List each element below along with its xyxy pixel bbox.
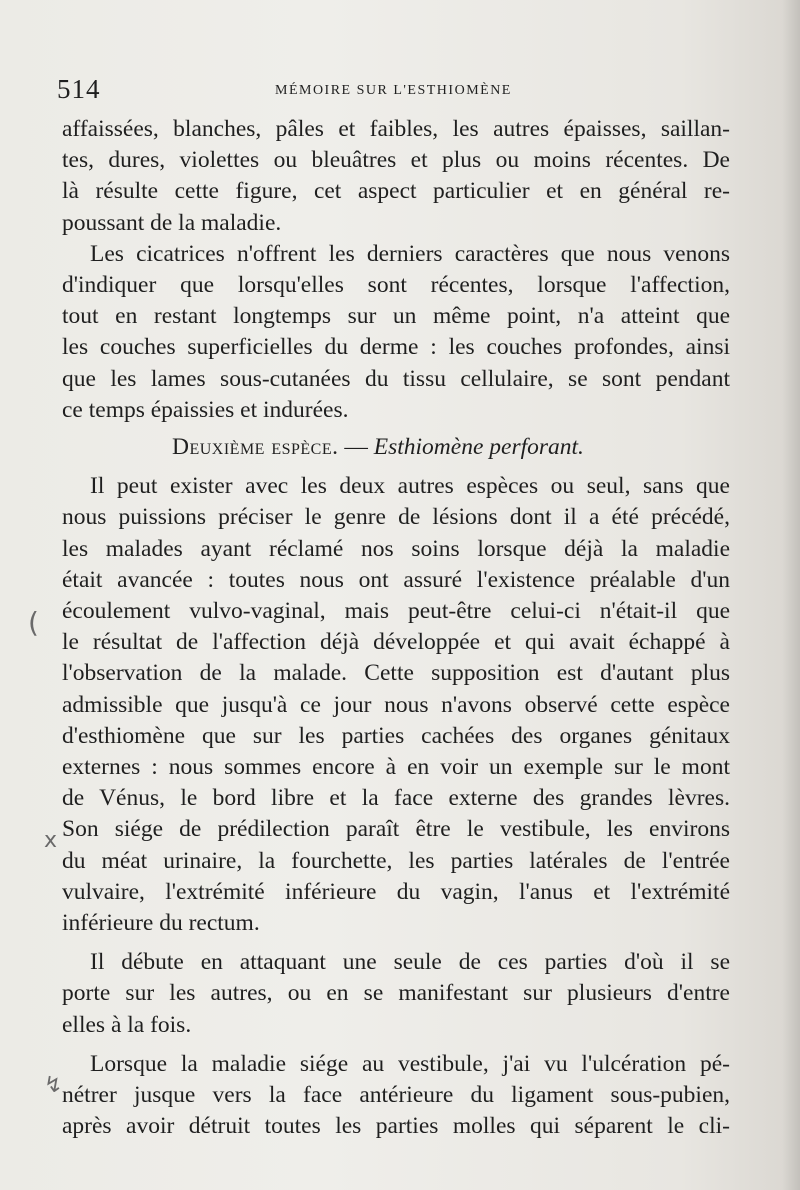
text-line: était avancée : toutes nous ont assuré l'existence préalable d'un [62,566,730,593]
section-heading [62,432,730,463]
text-line: Il débute en attaquant une seule de ces parties d'où il se [90,949,730,976]
text-line: là résulte cette figure, cet aspect particulier et en général re- [62,178,730,205]
text-line: ce temps épaissies et indurées. [62,396,349,423]
text-line: le résultat de l'affection déjà développée et qui avait échappé à [62,629,730,656]
page-number: 514 [57,74,101,104]
text-line: admissible que jusqu'à ce jour nous n'avons observé cette espèce [62,691,730,718]
text-line: après avoir détruit toutes les parties molles qui séparent le cli- [62,1113,730,1140]
section-title: Esthiomène perforant. [373,434,584,461]
text-line: vulvaire, l'extrémité inférieure du vagin, l'anus et l'extrémité [62,878,730,905]
text-line: nous puissions préciser le genre de lésions dont il a été précédé, [62,504,730,531]
text-line: que les lames sous-cutanées du tissu cellulaire, se sont pendant [62,365,730,392]
margin-cross-mark: x [44,828,58,853]
text-line: d'indiquer que lorsqu'elles sont récentes, lorsque l'affection, [62,272,730,299]
page-header [57,74,727,104]
text-line: Les cicatrices n'offrent les derniers caractères que nous venons [90,240,730,267]
text-line: nétrer jusque vers la face antérieure du ligament sous-pubien, [62,1082,730,1109]
text-line: inférieure du rectum. [62,910,260,937]
text-line: écoulement vulvo-vaginal, mais peut-être celui-ci n'était-il que [62,598,730,625]
text-line: de Vénus, le bord libre et la face externe des grandes lèvres. [62,785,730,812]
text-line: Son siége de prédilection paraît être le vestibule, les environs [62,816,730,843]
paragraph-2 [62,239,730,426]
text-line: externes : nous sommes encore à en voir un exemple sur le mont [62,754,730,781]
margin-arrow-mark: ↯ [44,1073,63,1098]
text-line: les couches superficielles du derme : les couches profondes, ainsi [62,334,730,361]
text-line: Il peut exister avec les deux autres espèces ou seul, sans que [90,473,730,500]
page-body [62,114,730,1143]
text-line: d'esthiomène que sur les parties cachées des organes génitaux [62,722,730,749]
text-line: elles à la fois. [62,1011,192,1038]
paragraph-1 [62,114,730,239]
paragraph-4 [62,947,730,1041]
running-title: MÉMOIRE SUR L'ESTHIOMÈNE [275,83,512,98]
text-line: tes, dures, violettes ou bleuâtres et plus ou moins récentes. De [62,147,730,174]
section-label: Deuxième espèce. [172,434,339,461]
page-edge-shadow [782,0,800,1190]
text-line: Lorsque la maladie siége au vestibule, j'ai vu l'ulcération pé- [90,1050,730,1077]
section-dash: — [338,434,374,461]
text-line: du méat urinaire, la fourchette, les parties latérales de l'entrée [62,847,730,874]
text-line: l'observation de la malade. Cette supposition est d'autant plus [62,660,730,687]
paragraph-5 [62,1049,730,1143]
text-line: affaissées, blanches, pâles et faibles, les autres épaisses, saillan- [62,116,730,142]
text-line: poussant de la maladie. [62,209,282,236]
text-line: tout en restant longtemps sur un même point, n'a atteint que [62,303,730,330]
margin-bracket-mark: ( [28,606,39,639]
text-line: les malades ayant réclamé nos soins lorsque déjà la maladie [62,535,730,562]
text-line: porte sur les autres, ou en se manifestant sur plusieurs d'entre [62,980,730,1007]
paragraph-3 [62,471,730,939]
